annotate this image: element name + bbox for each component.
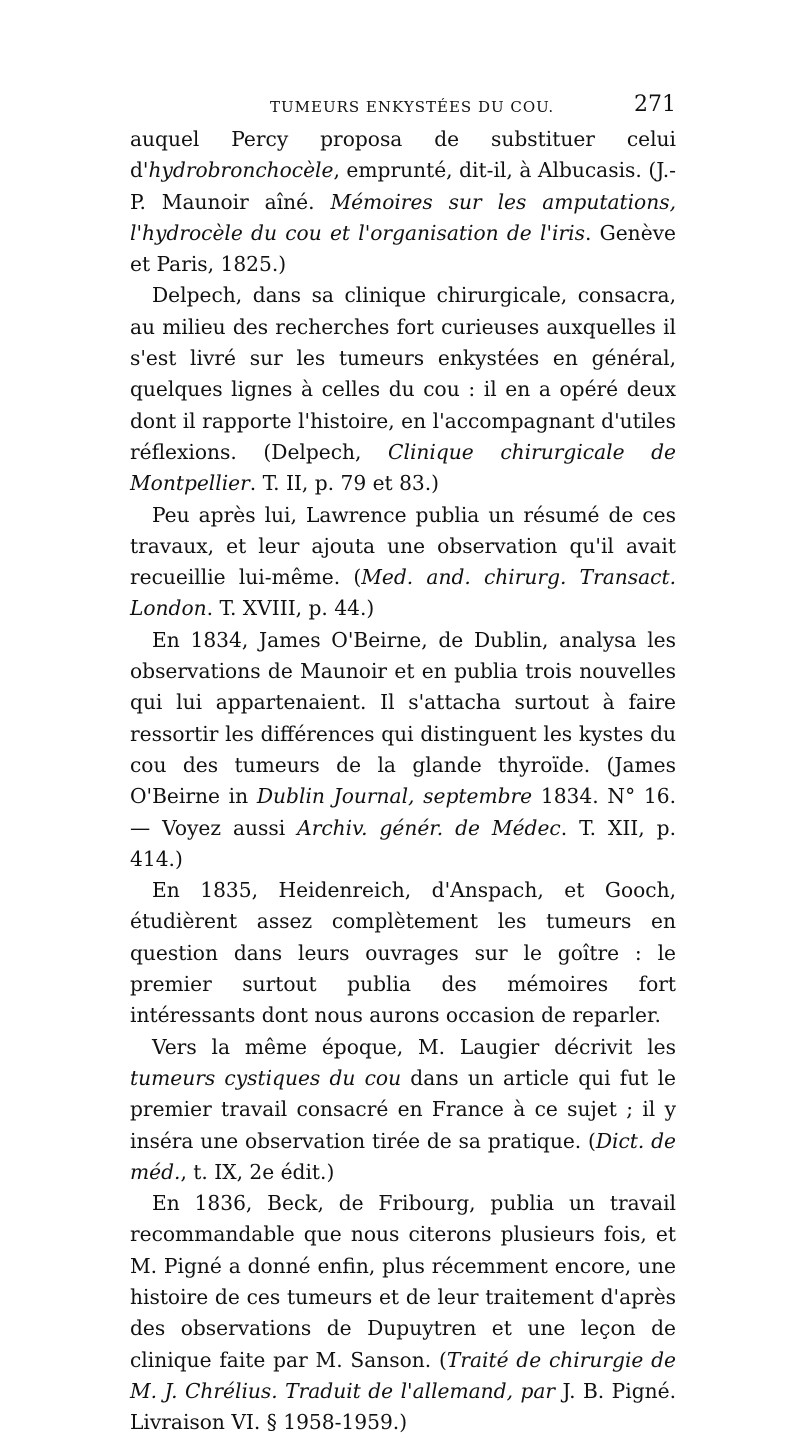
italic-text-segment: tumeurs cystiques du cou: [130, 1065, 402, 1090]
paragraph: [130, 280, 676, 499]
text-segment: 1834. N° 16. — Voyez aussi: [130, 784, 676, 840]
text-segment: dans un article qui fut le premier travail consacré en France à ce sujet ; il y inséra une observation tirée de sa pratique. (: [130, 1065, 676, 1153]
paragraph: [130, 1188, 676, 1438]
italic-text-segment: Med. and. chirurg. Transact. London: [130, 565, 676, 621]
text-segment: . T. II, p. 79 et 83.): [249, 471, 440, 496]
italic-text-segment: Traité de chirurgie de M. J. Chrélius. Traduit de l'allemand, par: [130, 1347, 676, 1403]
text-segment: . Genève et Paris, 1825.): [130, 220, 676, 277]
italic-text-segment: Dublin Journal, septembre: [256, 784, 533, 809]
italic-text-segment: Dict. de méd.: [130, 1128, 676, 1184]
text-segment: , t. IX, 2e édit.): [180, 1159, 335, 1184]
paragraph: [130, 875, 676, 1031]
text-segment: J. B. Pigné. Livraison VI. § 1958-1959.): [130, 1378, 677, 1435]
text-segment: En 1835, Heidenreich, d'Anspach, et Gooch, étudièrent assez complètement les tumeurs en question dans leurs ouvrages sur le goître : le premier surtout publia des mémoires fort intéressants dont nous aurons occasion de reparler.: [130, 878, 676, 1028]
running-title: TUMEURS ENKYSTÉES DU COU.: [270, 98, 555, 116]
paragraph: [130, 625, 676, 875]
body-text: [130, 124, 676, 1438]
text-segment: Delpech, dans sa clinique chirurgicale, consacra, au milieu des recherches fort curieuses auxquelles il s'est livré sur les tumeurs enkystées en général, quelques lignes à celles du cou : il en a opéré deux dont il rapporte l'histoire, en l'accompagnant d'utiles réflexions. (Delpech,: [130, 283, 676, 464]
text-segment: . T. XVIII, p. 44.): [206, 596, 375, 621]
paragraph: [130, 1032, 676, 1188]
text-segment: , emprunté, dit-il, à Albucasis. (J.-P. Maunoir aîné.: [130, 158, 676, 214]
text-segment: auquel Percy proposa de substituer celui d': [130, 127, 676, 183]
italic-text-segment: Archiv. génér. de Médec: [297, 815, 561, 840]
text-segment: Peu après lui, Lawrence publia un résumé de ces travaux, et leur ajouta une observation qu'il avait recueillie lui-même. (: [130, 502, 676, 590]
page-header: [130, 92, 676, 118]
page-number: 271: [634, 92, 676, 117]
text-segment: En 1834, James O'Beirne, de Dublin, analysa les observations de Maunoir et en publia trois nouvelles qui lui appartenaient. Il s'attacha surtout à faire ressortir les différences qui distinguent les kystes du cou des tumeurs de la glande thyroïde. (James O'Beirne in: [130, 627, 676, 809]
italic-text-segment: Clinique chirurgicale de Montpellier: [130, 439, 676, 496]
paragraph: [130, 124, 676, 280]
text-segment: Vers la même époque, M. Laugier décrivit les: [152, 1034, 676, 1059]
italic-text-segment: Mémoires sur les amputations, l'hydrocèle du cou et l'organisation de l'iris: [130, 189, 676, 245]
italic-text-segment: hydrobronchocèle: [148, 158, 334, 183]
text-segment: . T. XII, p. 414.): [130, 815, 676, 871]
text-segment: En 1836, Beck, de Fribourg, publia un travail recommandable que nous citerons plusieurs fois, et M. Pigné a donné enfin, plus récemment encore, une histoire de ces tumeurs et de leur traitement d'après des observations de Dupuytren et une leçon de clinique faite par M. Sanson. (: [130, 1191, 676, 1372]
paragraph: [130, 500, 676, 625]
